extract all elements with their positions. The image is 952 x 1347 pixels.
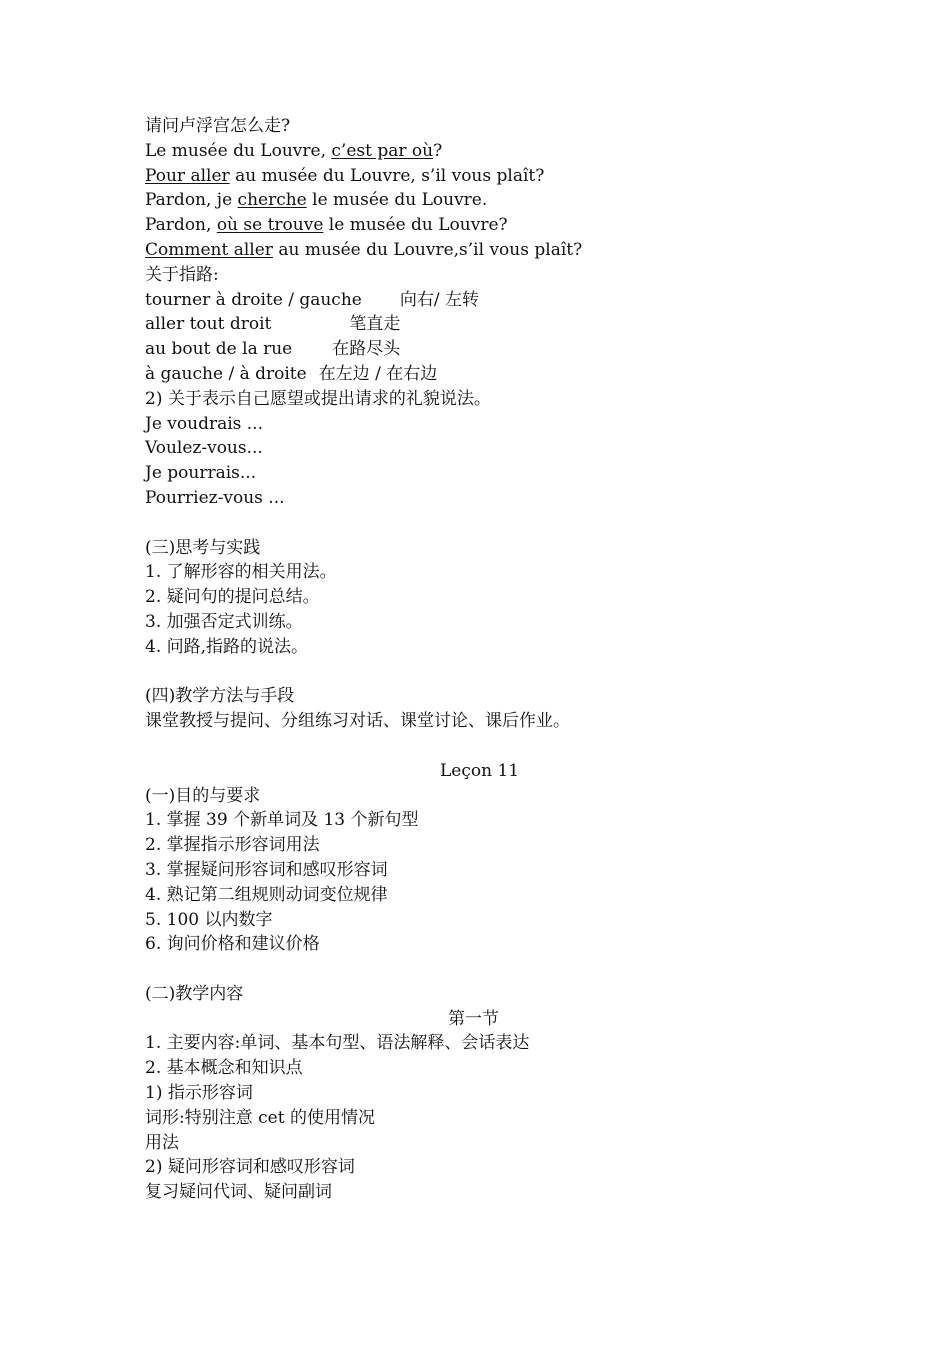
direction-question-2 <box>145 164 845 189</box>
practice-item: 3. 加强否定式训练。 <box>145 611 303 632</box>
chinese-meaning: 向右/ 左转 <box>399 289 479 310</box>
document-page <box>145 114 845 1205</box>
lesson-title <box>145 759 845 784</box>
direction-question-4 <box>145 213 845 238</box>
polite-phrase: Pourriez-vous ... <box>145 487 285 508</box>
underlined-phrase: Comment aller <box>145 239 273 260</box>
text: ? <box>433 140 443 161</box>
french-phrase: au bout de la rue <box>145 339 293 360</box>
content-item: 1. 主要内容:单词、基本句型、语法解释、会话表达 <box>145 1033 530 1054</box>
content-item: 用法 <box>145 1132 179 1153</box>
content-item: 2) 疑问形容词和感叹形容词 <box>145 1157 355 1178</box>
directions-about: 关于指路: <box>145 264 219 285</box>
direction-question-3 <box>145 188 845 213</box>
lesson-title-text: Leçon 11 <box>440 760 520 781</box>
text: au musée du Louvre,s’il vous plaît? <box>272 239 583 260</box>
direction-pair <box>145 337 845 362</box>
direction-pair <box>145 312 845 337</box>
polite-phrase: Je voudrais ... <box>145 413 263 434</box>
polite-phrase: Je pourrais... <box>145 463 257 484</box>
polite-phrase: Voulez-vous... <box>145 438 263 459</box>
french-phrase: à gauche / à droite <box>145 363 307 384</box>
polite-title: 2) 关于表示自己愿望或提出请求的礼貌说法。 <box>145 388 491 409</box>
chinese-meaning: 笔直走 <box>349 314 401 335</box>
goal-item: 5. 100 以内数字 <box>145 909 273 930</box>
methods-text: 课堂教授与提问、分组练习对话、课堂讨论、课后作业。 <box>145 711 570 732</box>
underlined-phrase: cherche <box>237 190 307 211</box>
goal-item: 2. 掌握指示形容词用法 <box>145 835 320 856</box>
goal-item: 3. 掌握疑问形容词和感叹形容词 <box>145 859 388 880</box>
text: le musée du Louvre. <box>306 190 488 211</box>
goal-item: 4. 熟记第二组规则动词变位规律 <box>145 884 388 905</box>
practice-title: (三)思考与实践 <box>145 537 261 558</box>
goal-item: 6. 询问价格和建议价格 <box>145 934 320 955</box>
content-item: 词形:特别注意 cet 的使用情况 <box>145 1107 375 1128</box>
content-item: 1) 指示形容词 <box>145 1083 253 1104</box>
section-title-text: 第一节 <box>448 1008 499 1029</box>
text: Pardon, je <box>145 190 238 211</box>
chinese-meaning: 在左边 / 在右边 <box>318 363 438 384</box>
text: au musée du Louvre, s’il vous plaît? <box>229 165 545 186</box>
direction-question-5 <box>145 238 845 263</box>
practice-item: 1. 了解形容的相关用法。 <box>145 562 337 583</box>
direction-question-1 <box>145 139 845 164</box>
french-phrase: tourner à droite / gauche <box>145 289 362 310</box>
content-title: (二)教学内容 <box>145 983 244 1004</box>
text: le musée du Louvre? <box>323 215 508 236</box>
direction-pair <box>145 288 845 313</box>
underlined-phrase: Pour aller <box>145 165 230 186</box>
underlined-phrase: c’est par où <box>331 140 434 161</box>
directions-title: 请问卢浮宫怎么走? <box>145 116 291 136</box>
methods-title: (四)教学方法与手段 <box>145 686 295 707</box>
content-item: 2. 基本概念和知识点 <box>145 1058 303 1079</box>
content-item: 复习疑问代词、疑问副词 <box>145 1182 332 1203</box>
goals-title: (一)目的与要求 <box>145 785 261 806</box>
practice-item: 2. 疑问句的提问总结。 <box>145 587 320 608</box>
text: Pardon, <box>145 215 217 236</box>
section-title <box>145 1007 845 1032</box>
goal-item: 1. 掌握 39 个新单词及 13 个新句型 <box>145 810 419 831</box>
text: Le musée du Louvre, <box>145 140 332 161</box>
chinese-meaning: 在路尽头 <box>332 339 401 360</box>
underlined-phrase: où se trouve <box>216 215 324 236</box>
direction-pair <box>145 362 845 387</box>
french-phrase: aller tout droit <box>145 314 272 335</box>
practice-item: 4. 问路,指路的说法。 <box>145 636 309 657</box>
